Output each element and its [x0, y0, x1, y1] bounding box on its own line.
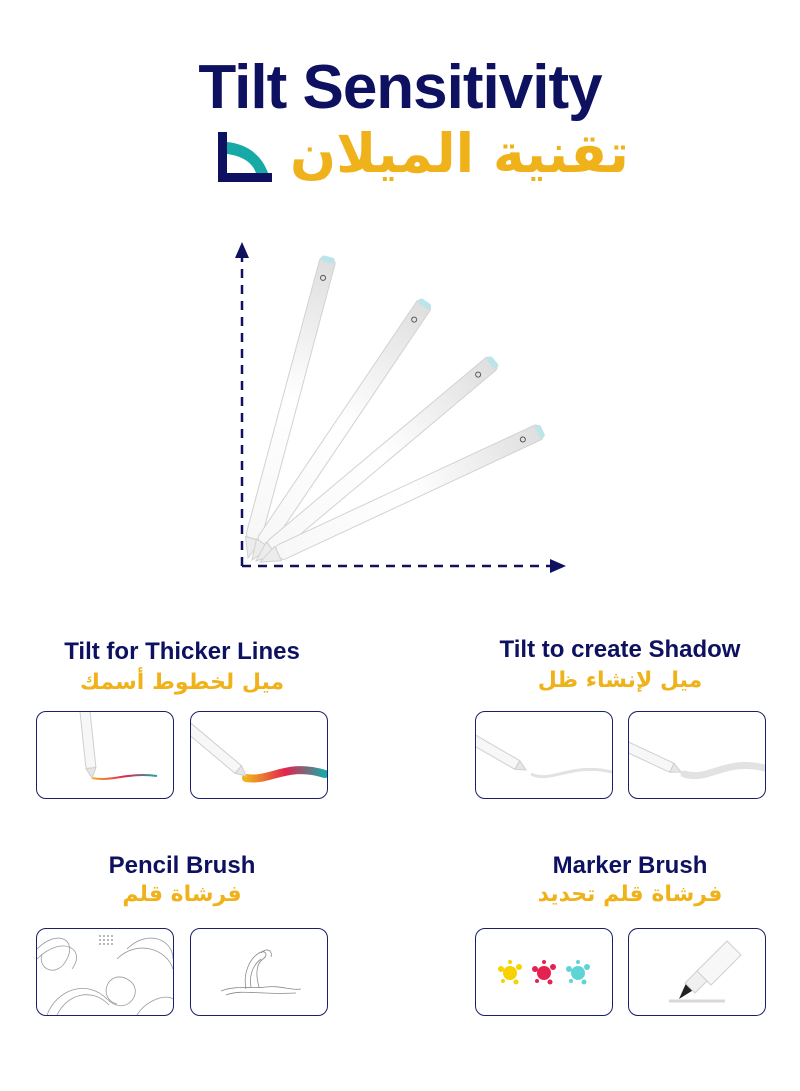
shadow-title: Tilt to create Shadow: [499, 636, 741, 663]
marker-brush-title: Marker Brush: [552, 852, 708, 879]
page-title-arabic: تقنية الميلان: [290, 122, 629, 185]
pencil-brush-title-arabic: فرشاة قلم: [122, 882, 242, 907]
thin-shadow-card: [475, 711, 613, 799]
pencil-brush-title: Pencil Brush: [108, 852, 256, 879]
thin-line-card: [36, 711, 174, 799]
tilt-diagram: [220, 230, 580, 590]
marker-splats-card: [475, 928, 613, 1016]
cyan-splat-icon: [566, 960, 590, 985]
thick-line-card: [190, 711, 328, 799]
yellow-splat-icon: [498, 960, 522, 985]
tilt-logo-icon: [218, 130, 276, 186]
title-arabic-row: [0, 122, 800, 192]
thick-shadow-card: [628, 711, 766, 799]
pencil-sketch-card: [190, 928, 328, 1016]
shadow-title-arabic: ميل لإنشاء ظل: [537, 668, 703, 693]
x-axis-arrow: [550, 559, 566, 573]
highlighter-card: [628, 928, 766, 1016]
thicker-lines-title-arabic: ميل لخطوط أسمك: [79, 670, 285, 695]
y-axis-arrow: [235, 242, 249, 258]
pencil-swirl-card: [36, 928, 174, 1016]
thicker-lines-title: Tilt for Thicker Lines: [64, 638, 300, 665]
page-title: Tilt Sensitivity: [198, 53, 602, 122]
marker-brush-title-arabic: فرشاة قلم تحديد: [537, 882, 723, 907]
highlighter-icon: [669, 941, 741, 1001]
red-splat-icon: [532, 960, 556, 985]
